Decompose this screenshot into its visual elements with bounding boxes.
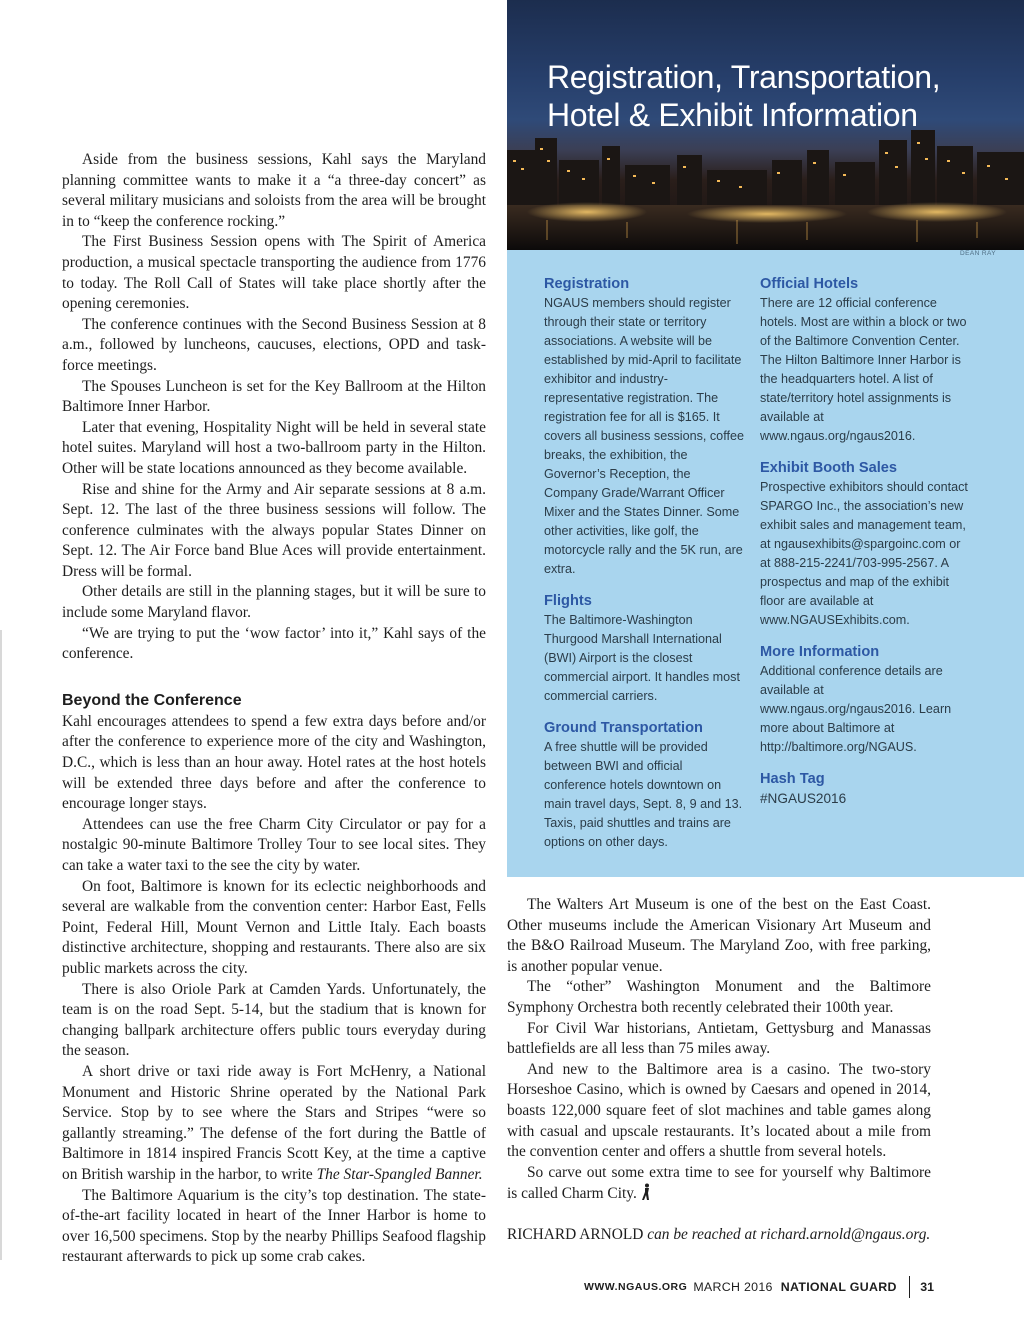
block-heading: Ground Transportation — [544, 720, 703, 736]
section-heading: Beyond the Conference — [62, 691, 242, 709]
closing-text: So carve out some extra time to see for yourself why Baltimore is called Charm City. — [507, 1163, 931, 1203]
paragraph: Attendees can use the free Charm City Circulator or pay for a nostalgic 90-minute Baltimore Trolley Tour to see local sites. They can take a water taxi to the see the city by water. — [62, 815, 486, 874]
paragraph: “We are trying to put the ‘wow factor’ into it,” Kahl says of the conference. — [62, 624, 486, 663]
photo-credit: DEAN RAY — [960, 250, 996, 257]
paragraph — [507, 1163, 931, 1205]
paragraph: On foot, Baltimore is known for its eclectic neighborhoods and several are walkable from the convention center: Harbor East, Fells Point, Federal Hill, Mount Vernon and Little Italy. Each boasts distinctive architecture, shopping and restaurants. There also are six public markets across the city. — [62, 877, 486, 977]
paragraph: Aside from the business sessions, Kahl says the Maryland planning committee wants to make it a “a three-day concert” as several military musicians and soloists from the area will be brought in to “keep the conference rocking.” — [62, 151, 486, 230]
block-heading: Flights — [544, 593, 592, 609]
author-signature — [507, 1225, 931, 1246]
block-body: A free shuttle will be provided between BWI and official conference hotels downtown on main travel days, Sept. 8, 9 and 13. Taxis, paid shuttles and trains are options on other days. — [544, 740, 743, 849]
block-heading: Hash Tag — [760, 771, 825, 787]
page-number: 31 — [920, 1280, 934, 1294]
block-heading: Official Hotels — [760, 276, 859, 292]
sidebar-block-more-information — [760, 642, 970, 757]
block-heading: More Information — [760, 644, 880, 660]
end-mark-icon — [641, 1183, 651, 1201]
block-body: Additional conference details are available at www.ngaus.org/ngaus2016. Learn more about Baltimore at http://baltimore.org/NGAUS. — [760, 664, 952, 754]
paragraph: The “other” Washington Monument and the Baltimore Symphony Orchestra both recently celebrated their 100th year. — [507, 978, 931, 1016]
paragraph: The Spouses Luncheon is set for the Key Ballroom at the Hilton Baltimore Inner Harbor. — [62, 377, 486, 416]
article-right-column — [507, 895, 931, 1246]
paragraph: The Walters Art Museum is one of the best on the East Coast. Other museums include the American Visionary Art Museum and the B&O Railroad Museum. The Maryland Zoo, with free parking, is another popular venue. — [507, 896, 931, 975]
info-sidebar — [507, 0, 1024, 877]
paragraph-text: A short drive or taxi ride away is Fort McHenry, a National Monument and Historic Shrine operated by the National Park Service. Stop by to see where the Stars and Stripes “were so gallantly streaming.” The defense of the fort during the Battle of Baltimore in 1814 inspired Francis Scott Key, at the time a captive on British warship in the harbor, to write — [62, 1062, 486, 1183]
paragraph: And new to the Baltimore area is a casino. The two-story Horseshoe Casino, which is owned by Caesars and opened in 2014, boasts 122,000 square feet of slot machines and table games along with casual and upscale restaurants. It’s located about a mile from the convention center and offers a shuttle from several hotels. — [507, 1060, 931, 1161]
block-body: Prospective exhibitors should contact SPARGO Inc., the association’s new exhibit sales and management team, at ngausexhibits@spargoinc.com or at 888-215-2241/703-995-2567. A prospectus and map of the exhibit floor are available at www.NGAUSExhibits.com. — [760, 480, 968, 627]
sidebar-column-1 — [544, 274, 744, 864]
sidebar-block-flights — [544, 591, 744, 706]
paragraph — [62, 1062, 486, 1186]
block-body: NGAUS members should register through their state or territory associations. A website will be established by mid-April to facilitate exhibitor and industry-representative registration. The registration fee for all is $165. It covers all business sessions, coffee breaks, the exhibition, the Governor’s Reception, the Company Grade/Warrant Officer Mixer and the States Dinner. Some other activities, like golf, the motorcycle rally and the 5K run, are extra. — [544, 296, 744, 576]
author-name: RICHARD ARNOLD — [507, 1225, 644, 1243]
sidebar-title: Registration, Transportation, Hotel & Exhibit Information — [547, 59, 941, 133]
paragraph: The First Business Session opens with The Spirit of America production, a musical spectacle transporting the audience from 1776 to today. The Roll Call of States will take place shortly after the opening ceremonies. — [62, 233, 486, 313]
sidebar-block-ground-transportation — [544, 718, 744, 852]
page-edge-shadow — [0, 630, 2, 1260]
block-heading: Registration — [544, 276, 630, 292]
paragraph: Kahl encourages attendees to spend a few extra days before and/or after the conference to experience more of the city and Washington, D.C., which is less than an hour away. Hotel rates at the host hotels will be extended three days before and after the conference to encourage longer stays. — [62, 712, 486, 813]
paragraph: Other details are still in the planning stages, but it will be sure to include some Maryland flavor. — [62, 583, 486, 622]
sidebar-column-2 — [760, 274, 970, 820]
baltimore-skyline-photo — [507, 0, 1024, 250]
paragraph: For Civil War historians, Antietam, Gettysburg and Manassas battlefields are all less than 75 miles away. — [507, 1019, 931, 1058]
song-title: The Star-Spangled Banner. — [316, 1165, 483, 1183]
block-body: There are 12 official conference hotels. Most are within a block or two of the Baltimore Convention Center. The Hilton Baltimore Inner Harbor is the headquarters hotel. A list of state/territory hotel assignments is available at www.ngaus.org/ngaus2016. — [760, 296, 967, 443]
sidebar-block-registration — [544, 274, 744, 579]
sidebar-block-exhibit-booth-sales — [760, 458, 970, 630]
sidebar-block-hash-tag — [760, 769, 970, 808]
footer-issue: MARCH 2016 — [693, 1280, 773, 1294]
block-body: #NGAUS2016 — [760, 791, 847, 806]
footer-site: WWW.NGAUS.ORG — [583, 1281, 688, 1293]
block-heading: Exhibit Booth Sales — [760, 460, 898, 476]
author-contact: can be reached at richard.arnold@ngaus.org. — [647, 1225, 931, 1243]
paragraph: The Baltimore Aquarium is the city’s top destination. The state-of-the-art facility located in heart of the Inner Harbor is home to over 16,500 specimens. Stop by the nearby Phillips Seafood flagship restaurant afterwards to pick up some crab cakes. — [62, 1186, 486, 1266]
footer-magazine: NATIONAL GUARD — [780, 1280, 897, 1294]
article-left-column — [62, 150, 486, 1268]
paragraph: Rise and shine for the Army and Air separate sessions at 8 a.m. Sept. 12. The last of the three business sessions will follow. The conference culminates with the always popular States Dinner on Sept. 12. The Air Force band Blue Aces will provide entertainment. Dress will be formal. — [62, 480, 486, 580]
paragraph: There is also Oriole Park at Camden Yards. Unfortunately, the team is on the road Sept. 5-14, but the stadium that is known for changing ballpark architecture offers public tours everyday during the season. — [62, 980, 486, 1060]
block-body: The Baltimore-Washington Thurgood Marshall International (BWI) Airport is the closest commercial airport. It handles most commercial carriers. — [544, 613, 740, 703]
footer-divider — [909, 1276, 911, 1298]
page-footer — [584, 1276, 934, 1298]
paragraph: The conference continues with the Second Business Session at 8 a.m., followed by luncheons, caucuses, elections, OPD and task-force meetings. — [62, 315, 486, 374]
sidebar-block-hotels — [760, 274, 970, 446]
paragraph: Later that evening, Hospitality Night will be held in several state hotel suites. Maryland will host a two-ballroom party in the Hilton. Other will be state locations announced as they become available. — [62, 418, 486, 477]
